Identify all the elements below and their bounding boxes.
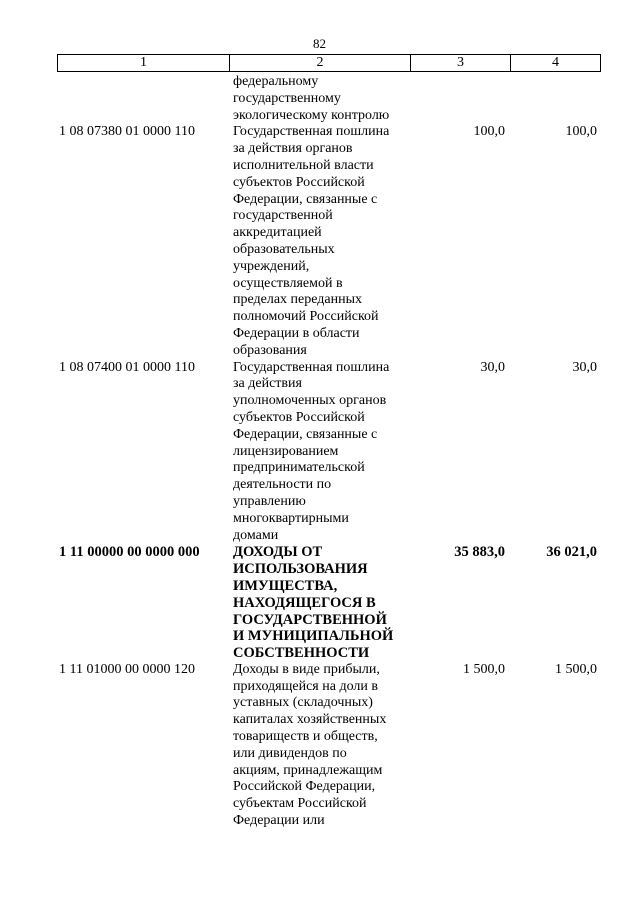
row-value-col4: 30,0 — [572, 359, 597, 375]
row-value-col3: 30,0 — [480, 359, 505, 375]
row-value-col3: 35 883,0 — [454, 544, 505, 561]
row-code: 1 11 01000 00 0000 120 — [59, 661, 195, 677]
row-name: ДОХОДЫ ОТ ИСПОЛЬЗОВАНИЯ ИМУЩЕСТВА, НАХОДЯЩЕГОСЯ В ГОСУДАРСТВЕННОЙ И МУНИЦИПАЛЬНОЙ СОБСТВЕННОСТИ — [233, 544, 394, 662]
table-row — [57, 124, 601, 359]
table-row — [57, 360, 601, 545]
row-value-col3: 100,0 — [473, 124, 505, 140]
row-value-col3 — [413, 74, 505, 124]
row-code — [57, 74, 233, 124]
row-name: Доходы в виде прибыли, приходящейся на доли в уставных (складочных) капиталах хозяйственных товариществ и обществ, или дивидендов по акциям, принадлежащим Российской Федерации, субъектам Российской Федерации или — [233, 661, 387, 829]
row-code: 1 08 07380 01 0000 110 — [59, 124, 195, 140]
row-value-col4: 1 500,0 — [555, 661, 597, 677]
header-col-3: 3 — [411, 55, 511, 71]
row-name: Государственная пошлина за действия уполномоченных органов субъектов Российской Федерации, связанные с лицензированием предпринимательской деятельности по управлению многоквартирными домами — [233, 359, 390, 543]
row-code: 1 11 00000 00 0000 000 — [59, 544, 200, 561]
header-col-4: 4 — [552, 55, 559, 70]
header-col-2: 2 — [230, 55, 411, 71]
row-value-col4: 36 021,0 — [546, 544, 597, 561]
table-row — [57, 662, 601, 830]
table-header — [57, 54, 601, 72]
row-code: 1 08 07400 01 0000 110 — [59, 359, 195, 375]
table-row-section-total — [57, 544, 601, 662]
table-body — [57, 74, 601, 830]
row-value-col4 — [505, 74, 597, 124]
row-value-col3: 1 500,0 — [463, 661, 505, 677]
row-name: федеральному государственному экологическому контролю — [233, 74, 390, 123]
header-col-1: 1 — [58, 55, 230, 71]
table-row-continuation — [57, 74, 601, 124]
page-number: 82 — [313, 36, 326, 51]
row-value-col4: 100,0 — [565, 124, 597, 140]
row-name: Государственная пошлина за действия органов исполнительной власти субъектов Российской Федерации, связанные с государственной аккредитацией образовательных учреждений, осуществляемой в пределах переданных полномочий Российской Федерации в области образования — [233, 124, 390, 358]
